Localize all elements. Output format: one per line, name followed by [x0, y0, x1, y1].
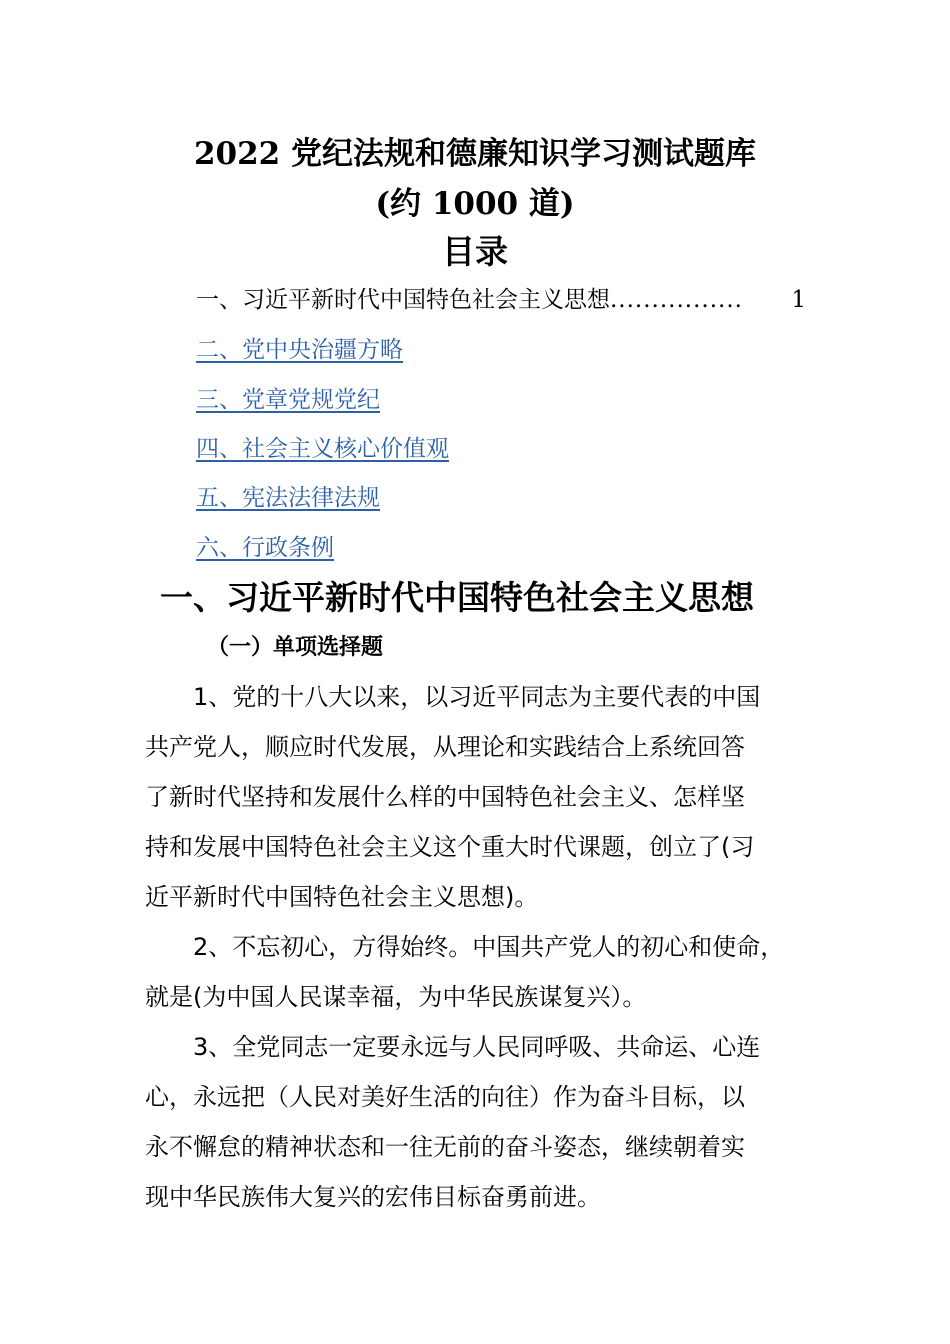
- question-3: [145, 1022, 829, 1222]
- toc-heading: 目录: [442, 232, 508, 271]
- toc-page-number: 1: [791, 287, 806, 313]
- document-title: 2022 党纪法规和德廉知识学习测试题库: [193, 136, 757, 172]
- question-line: 持和发展中国特色社会主义这个重大时代课题，创立了(习: [145, 833, 755, 861]
- question-2: [145, 922, 829, 1022]
- toc-leader-dots: ................: [610, 287, 743, 313]
- section-subheading: （一）单项选择题: [207, 635, 384, 660]
- toc-entry-label: 一、习近平新时代中国特色社会主义思想: [196, 287, 610, 313]
- question-line: 就是(为中国人民谋幸福，为中华民族谋复兴）。: [145, 983, 647, 1011]
- document-subtitle: (约 1000 道): [375, 186, 575, 222]
- toc-link-4[interactable]: 四、社会主义核心价值观: [196, 436, 449, 462]
- toc-entry-1[interactable]: [196, 284, 806, 316]
- question-line: 现中华民族伟大复兴的宏伟目标奋勇前进。: [145, 1183, 601, 1211]
- question-line: 心，永远把（人民对美好生活的向往）作为奋斗目标，以: [145, 1083, 745, 1111]
- toc-link-6[interactable]: 六、行政条例: [196, 535, 334, 561]
- question-line: 永不懈怠的精神状态和一往无前的奋斗姿态，继续朝着实: [145, 1133, 745, 1161]
- question-line: 共产党人，顺应时代发展，从理论和实践结合上系统回答: [145, 733, 745, 761]
- question-line: 2、不忘初心，方得始终。中国共产党人的初心和使命，: [193, 933, 785, 961]
- question-line: 了新时代坚持和发展什么样的中国特色社会主义、怎样坚: [145, 783, 745, 811]
- toc-link-3[interactable]: 三、党章党规党纪: [196, 387, 380, 413]
- question-line: 近平新时代中国特色社会主义思想)。: [145, 883, 539, 911]
- section-heading: 一、习近平新时代中国特色社会主义思想: [160, 578, 754, 617]
- question-1: [145, 672, 829, 922]
- toc-link-5[interactable]: 五、宪法法律法规: [196, 485, 380, 511]
- question-line: 1、党的十八大以来，以习近平同志为主要代表的中国: [193, 683, 761, 711]
- question-line: 3、全党同志一定要永远与人民同呼吸、共命运、心连: [193, 1033, 761, 1061]
- toc-link-2[interactable]: 二、党中央治疆方略: [196, 337, 403, 363]
